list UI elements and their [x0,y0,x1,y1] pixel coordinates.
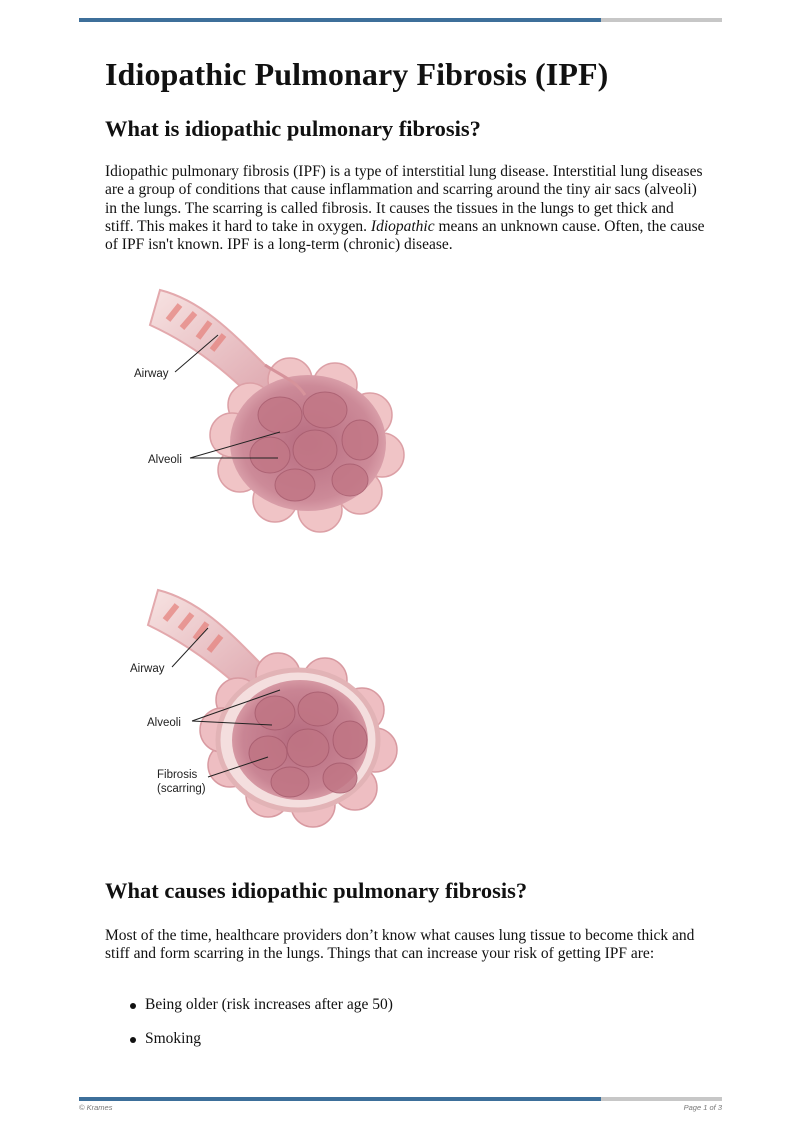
footer-rule [79,1097,722,1101]
section-heading-what-is: What is idiopathic pulmonary fibrosis? [105,116,481,141]
healthy-alveoli-illustration [120,280,420,535]
fibrosis-alveoli-illustration [120,585,420,830]
alveoli-label: Alveoli [148,454,182,466]
scarring-label: (scarring) [157,783,206,795]
section-heading-causes: What causes idiopathic pulmonary fibrosis? [105,878,528,903]
airway-label: Airway [130,663,165,675]
airway-label: Airway [134,368,169,380]
intro-text-b: means an unknown cause. Often, the cause of IPF isn't known. IPF is a long-term (chronic) disease. [105,217,705,254]
list-item: Smoking [105,1030,393,1064]
list-item: Being older (risk increases after age 50) [105,996,393,1030]
alveoli-label: Alveoli [147,717,181,729]
intro-text-a: Idiopathic pulmonary fibrosis (IPF) is a type of interstitial lung disease. Interstitial lung diseases are a group of conditions that cause inflammation and scarring around the tiny air sacs (alveoli) in the lungs. The scarring is called fibrosis. It causes the tissues in the lungs to get thick and stiff. This makes it hard to take in oxygen. [105,163,703,235]
header-rule [79,18,722,22]
footer-page-number: Page 1 of 3 [683,1103,722,1112]
intro-emphasis: Idiopathic [370,217,435,235]
page-title: Idiopathic Pulmonary Fibrosis (IPF) [105,56,609,92]
fibrosis-label: Fibrosis [157,769,198,781]
risk-factor-list [105,996,393,1064]
intro-paragraph [105,163,705,254]
footer-copyright: © Krames [79,1103,113,1112]
causes-paragraph: Most of the time, healthcare providers don’t know what causes lung tissue to become thick and stiff and form scarring in the lungs. Things that can increase your risk of getting IPF are: [105,927,695,963]
